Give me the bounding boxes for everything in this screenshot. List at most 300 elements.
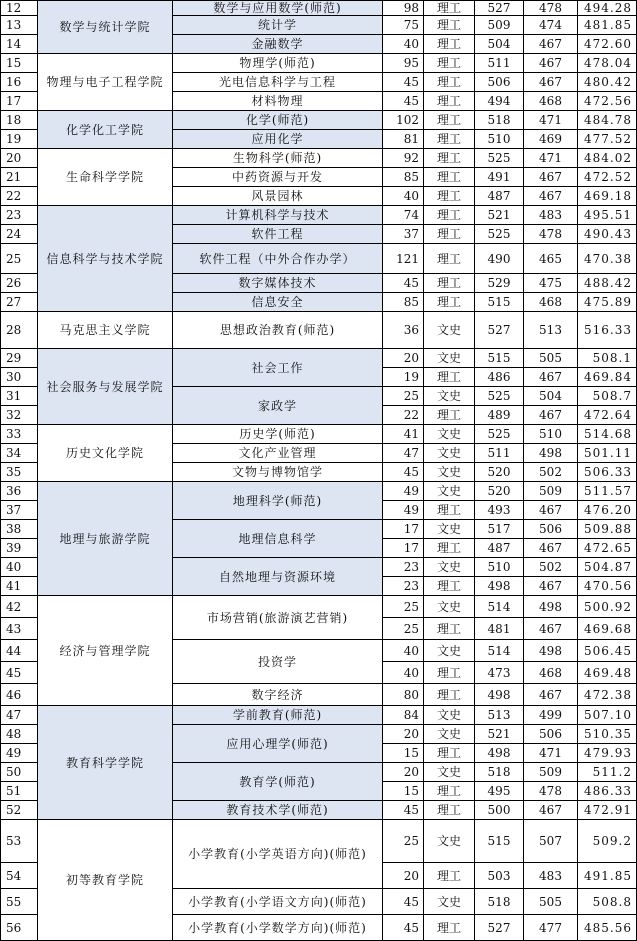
max-score-cell: 498 <box>475 744 524 763</box>
major-cell: 材料物理 <box>173 92 383 111</box>
plan-count-cell: 23 <box>383 558 424 577</box>
min-score-cell: 510 <box>524 425 578 444</box>
avg-score-cell: 508.8 <box>578 889 637 915</box>
row-index-cell: 35 <box>1 463 38 482</box>
min-score-cell: 505 <box>524 889 578 915</box>
row-index-cell: 38 <box>1 520 38 539</box>
avg-score-cell: 472.60 <box>578 35 637 54</box>
table-row <box>1 149 637 168</box>
row-index-cell: 21 <box>1 168 38 187</box>
min-score-cell: 498 <box>524 640 578 662</box>
table-row <box>1 206 637 225</box>
avg-score-cell: 470.56 <box>578 577 637 596</box>
max-score-cell: 510 <box>475 558 524 577</box>
min-score-cell: 498 <box>524 444 578 463</box>
row-index-cell: 36 <box>1 482 38 501</box>
table-row <box>1 596 637 618</box>
major-cell: 投资学 <box>173 640 383 684</box>
row-index-cell: 48 <box>1 725 38 744</box>
row-index-cell: 27 <box>1 293 38 312</box>
plan-count-cell: 37 <box>383 225 424 244</box>
subject-type-cell: 理工 <box>424 744 475 763</box>
min-score-cell: 506 <box>524 725 578 744</box>
major-cell: 物理学(师范) <box>173 54 383 73</box>
min-score-cell: 498 <box>524 596 578 618</box>
major-cell: 自然地理与资源环境 <box>173 558 383 596</box>
plan-count-cell: 25 <box>383 387 424 406</box>
college-cell: 地理与旅游学院 <box>38 482 173 596</box>
min-score-cell: 468 <box>524 293 578 312</box>
subject-type-cell: 文史 <box>424 482 475 501</box>
plan-count-cell: 15 <box>383 782 424 801</box>
min-score-cell: 471 <box>524 744 578 763</box>
subject-type-cell: 文史 <box>424 820 475 863</box>
plan-count-cell: 81 <box>383 130 424 149</box>
avg-score-cell: 472.65 <box>578 539 637 558</box>
row-index-cell: 33 <box>1 425 38 444</box>
plan-count-cell: 49 <box>383 482 424 501</box>
row-index-cell: 45 <box>1 662 38 684</box>
subject-type-cell: 理工 <box>424 577 475 596</box>
plan-count-cell: 98 <box>383 1 424 16</box>
avg-score-cell: 477.52 <box>578 130 637 149</box>
college-cell: 历史文化学院 <box>38 425 173 482</box>
plan-count-cell: 15 <box>383 744 424 763</box>
subject-type-cell: 理工 <box>424 1 475 16</box>
major-cell: 社会工作 <box>173 349 383 387</box>
major-cell: 信息安全 <box>173 293 383 312</box>
max-score-cell: 520 <box>475 482 524 501</box>
subject-type-cell: 理工 <box>424 35 475 54</box>
plan-count-cell: 45 <box>383 801 424 820</box>
subject-type-cell: 文史 <box>424 889 475 915</box>
max-score-cell: 491 <box>475 168 524 187</box>
plan-count-cell: 17 <box>383 520 424 539</box>
subject-type-cell: 理工 <box>424 244 475 274</box>
max-score-cell: 527 <box>475 1 524 16</box>
row-index-cell: 14 <box>1 35 38 54</box>
min-score-cell: 467 <box>524 73 578 92</box>
min-score-cell: 475 <box>524 274 578 293</box>
min-score-cell: 467 <box>524 501 578 520</box>
avg-score-cell: 490.43 <box>578 225 637 244</box>
min-score-cell: 507 <box>524 820 578 863</box>
avg-score-cell: 472.52 <box>578 168 637 187</box>
avg-score-cell: 472.91 <box>578 801 637 820</box>
max-score-cell: 525 <box>475 387 524 406</box>
max-score-cell: 527 <box>475 312 524 349</box>
subject-type-cell: 理工 <box>424 225 475 244</box>
major-cell: 数字经济 <box>173 684 383 706</box>
avg-score-cell: 488.42 <box>578 274 637 293</box>
min-score-cell: 468 <box>524 92 578 111</box>
max-score-cell: 494 <box>475 92 524 111</box>
max-score-cell: 513 <box>475 706 524 725</box>
subject-type-cell: 理工 <box>424 293 475 312</box>
major-cell: 应用心理学(师范) <box>173 725 383 763</box>
major-cell: 小学教育(小学数学方向)(师范) <box>173 915 383 941</box>
subject-type-cell: 理工 <box>424 684 475 706</box>
avg-score-cell: 481.85 <box>578 16 637 35</box>
max-score-cell: 518 <box>475 889 524 915</box>
max-score-cell: 487 <box>475 187 524 206</box>
subject-type-cell: 理工 <box>424 801 475 820</box>
avg-score-cell: 495.51 <box>578 206 637 225</box>
plan-count-cell: 92 <box>383 149 424 168</box>
major-cell: 小学教育(小学英语方向)(师范) <box>173 820 383 889</box>
subject-type-cell: 理工 <box>424 501 475 520</box>
major-cell: 金融数学 <box>173 35 383 54</box>
plan-count-cell: 102 <box>383 111 424 130</box>
plan-count-cell: 40 <box>383 662 424 684</box>
plan-count-cell: 20 <box>383 725 424 744</box>
subject-type-cell: 理工 <box>424 915 475 941</box>
row-index-cell: 28 <box>1 312 38 349</box>
max-score-cell: 521 <box>475 725 524 744</box>
plan-count-cell: 17 <box>383 539 424 558</box>
row-index-cell: 50 <box>1 763 38 782</box>
row-index-cell: 52 <box>1 801 38 820</box>
subject-type-cell: 文史 <box>424 640 475 662</box>
college-cell: 社会服务与发展学院 <box>38 349 173 425</box>
avg-score-cell: 472.56 <box>578 92 637 111</box>
plan-count-cell: 25 <box>383 618 424 640</box>
avg-score-cell: 470.38 <box>578 244 637 274</box>
min-score-cell: 483 <box>524 206 578 225</box>
plan-count-cell: 47 <box>383 444 424 463</box>
major-cell: 风景园林 <box>173 187 383 206</box>
min-score-cell: 478 <box>524 225 578 244</box>
min-score-cell: 505 <box>524 349 578 368</box>
row-index-cell: 55 <box>1 889 38 915</box>
max-score-cell: 520 <box>475 463 524 482</box>
subject-type-cell: 理工 <box>424 863 475 889</box>
avg-score-cell: 472.64 <box>578 406 637 425</box>
plan-count-cell: 80 <box>383 684 424 706</box>
min-score-cell: 467 <box>524 801 578 820</box>
avg-score-cell: 485.56 <box>578 915 637 941</box>
row-index-cell: 34 <box>1 444 38 463</box>
table-row <box>1 482 637 501</box>
college-cell: 数学与统计学院 <box>38 1 173 54</box>
min-score-cell: 467 <box>524 406 578 425</box>
min-score-cell: 509 <box>524 763 578 782</box>
avg-score-cell: 476.20 <box>578 501 637 520</box>
major-cell: 中药资源与开发 <box>173 168 383 187</box>
row-index-cell: 30 <box>1 368 38 387</box>
major-cell: 计算机科学与技术 <box>173 206 383 225</box>
max-score-cell: 511 <box>475 444 524 463</box>
plan-count-cell: 40 <box>383 35 424 54</box>
max-score-cell: 481 <box>475 618 524 640</box>
max-score-cell: 511 <box>475 54 524 73</box>
max-score-cell: 498 <box>475 684 524 706</box>
subject-type-cell: 理工 <box>424 662 475 684</box>
max-score-cell: 521 <box>475 206 524 225</box>
min-score-cell: 467 <box>524 539 578 558</box>
min-score-cell: 506 <box>524 520 578 539</box>
subject-type-cell: 理工 <box>424 16 475 35</box>
plan-count-cell: 84 <box>383 706 424 725</box>
major-cell: 应用化学 <box>173 130 383 149</box>
subject-type-cell: 文史 <box>424 763 475 782</box>
avg-score-cell: 491.85 <box>578 863 637 889</box>
college-cell: 信息科学与技术学院 <box>38 206 173 312</box>
row-index-cell: 24 <box>1 225 38 244</box>
min-score-cell: 467 <box>524 54 578 73</box>
min-score-cell: 478 <box>524 1 578 16</box>
row-index-cell: 17 <box>1 92 38 111</box>
subject-type-cell: 理工 <box>424 406 475 425</box>
table-row <box>1 312 637 349</box>
max-score-cell: 498 <box>475 577 524 596</box>
plan-count-cell: 40 <box>383 187 424 206</box>
plan-count-cell: 121 <box>383 244 424 274</box>
subject-type-cell: 文史 <box>424 387 475 406</box>
max-score-cell: 515 <box>475 349 524 368</box>
major-cell: 小学教育(小学语文方向)(师范) <box>173 889 383 915</box>
plan-count-cell: 41 <box>383 425 424 444</box>
row-index-cell: 29 <box>1 349 38 368</box>
plan-count-cell: 49 <box>383 501 424 520</box>
major-cell: 历史学(师范) <box>173 425 383 444</box>
plan-count-cell: 45 <box>383 274 424 293</box>
row-index-cell: 26 <box>1 274 38 293</box>
avg-score-cell: 508.1 <box>578 349 637 368</box>
plan-count-cell: 19 <box>383 368 424 387</box>
min-score-cell: 509 <box>524 482 578 501</box>
min-score-cell: 477 <box>524 915 578 941</box>
min-score-cell: 467 <box>524 618 578 640</box>
min-score-cell: 513 <box>524 312 578 349</box>
row-index-cell: 19 <box>1 130 38 149</box>
table-row <box>1 349 637 368</box>
min-score-cell: 467 <box>524 168 578 187</box>
max-score-cell: 510 <box>475 130 524 149</box>
max-score-cell: 500 <box>475 801 524 820</box>
max-score-cell: 503 <box>475 863 524 889</box>
plan-count-cell: 85 <box>383 168 424 187</box>
min-score-cell: 467 <box>524 577 578 596</box>
table-body <box>1 1 637 941</box>
subject-type-cell: 理工 <box>424 539 475 558</box>
plan-count-cell: 20 <box>383 349 424 368</box>
min-score-cell: 499 <box>524 706 578 725</box>
college-cell: 经济与管理学院 <box>38 596 173 706</box>
table-row <box>1 820 637 863</box>
subject-type-cell: 文史 <box>424 444 475 463</box>
row-index-cell: 18 <box>1 111 38 130</box>
row-index-cell: 39 <box>1 539 38 558</box>
max-score-cell: 489 <box>475 406 524 425</box>
min-score-cell: 471 <box>524 111 578 130</box>
min-score-cell: 478 <box>524 782 578 801</box>
max-score-cell: 518 <box>475 111 524 130</box>
row-index-cell: 23 <box>1 206 38 225</box>
avg-score-cell: 469.48 <box>578 662 637 684</box>
college-cell: 初等教育学院 <box>38 820 173 941</box>
min-score-cell: 504 <box>524 387 578 406</box>
max-score-cell: 525 <box>475 425 524 444</box>
row-index-cell: 40 <box>1 558 38 577</box>
major-cell: 家政学 <box>173 387 383 425</box>
subject-type-cell: 理工 <box>424 618 475 640</box>
max-score-cell: 527 <box>475 915 524 941</box>
avg-score-cell: 475.89 <box>578 293 637 312</box>
min-score-cell: 474 <box>524 16 578 35</box>
college-cell: 物理与电子工程学院 <box>38 54 173 111</box>
college-cell: 化学化工学院 <box>38 111 173 149</box>
max-score-cell: 487 <box>475 539 524 558</box>
subject-type-cell: 文史 <box>424 349 475 368</box>
avg-score-cell: 501.11 <box>578 444 637 463</box>
avg-score-cell: 479.93 <box>578 744 637 763</box>
plan-count-cell: 85 <box>383 293 424 312</box>
row-index-cell: 20 <box>1 149 38 168</box>
min-score-cell: 469 <box>524 130 578 149</box>
subject-type-cell: 理工 <box>424 92 475 111</box>
max-score-cell: 506 <box>475 73 524 92</box>
avg-score-cell: 469.84 <box>578 368 637 387</box>
plan-count-cell: 45 <box>383 463 424 482</box>
row-index-cell: 25 <box>1 244 38 274</box>
major-cell: 光电信息科学与工程 <box>173 73 383 92</box>
min-score-cell: 483 <box>524 863 578 889</box>
row-index-cell: 47 <box>1 706 38 725</box>
subject-type-cell: 文史 <box>424 596 475 618</box>
min-score-cell: 502 <box>524 558 578 577</box>
major-cell: 软件工程（中外合作办学） <box>173 244 383 274</box>
major-cell: 统计学 <box>173 16 383 35</box>
subject-type-cell: 理工 <box>424 187 475 206</box>
plan-count-cell: 45 <box>383 915 424 941</box>
subject-type-cell: 理工 <box>424 149 475 168</box>
avg-score-cell: 514.68 <box>578 425 637 444</box>
row-index-cell: 32 <box>1 406 38 425</box>
plan-count-cell: 74 <box>383 206 424 225</box>
max-score-cell: 495 <box>475 782 524 801</box>
row-index-cell: 16 <box>1 73 38 92</box>
subject-type-cell: 文史 <box>424 425 475 444</box>
min-score-cell: 471 <box>524 149 578 168</box>
avg-score-cell: 506.33 <box>578 463 637 482</box>
major-cell: 文物与博物馆学 <box>173 463 383 482</box>
college-cell: 教育科学学院 <box>38 706 173 820</box>
subject-type-cell: 理工 <box>424 782 475 801</box>
row-index-cell: 12 <box>1 1 38 16</box>
subject-type-cell: 理工 <box>424 206 475 225</box>
max-score-cell: 486 <box>475 368 524 387</box>
table-row <box>1 706 637 725</box>
row-index-cell: 44 <box>1 640 38 662</box>
row-index-cell: 53 <box>1 820 38 863</box>
avg-score-cell: 484.02 <box>578 149 637 168</box>
subject-type-cell: 理工 <box>424 368 475 387</box>
major-cell: 教育技术学(师范) <box>173 801 383 820</box>
plan-count-cell: 45 <box>383 889 424 915</box>
avg-score-cell: 508.7 <box>578 387 637 406</box>
subject-type-cell: 文史 <box>424 312 475 349</box>
row-index-cell: 54 <box>1 863 38 889</box>
major-cell: 学前教育(师范) <box>173 706 383 725</box>
plan-count-cell: 20 <box>383 763 424 782</box>
plan-count-cell: 25 <box>383 596 424 618</box>
plan-count-cell: 36 <box>383 312 424 349</box>
avg-score-cell: 509.88 <box>578 520 637 539</box>
max-score-cell: 514 <box>475 640 524 662</box>
max-score-cell: 525 <box>475 149 524 168</box>
subject-type-cell: 文史 <box>424 706 475 725</box>
subject-type-cell: 文史 <box>424 558 475 577</box>
avg-score-cell: 469.18 <box>578 187 637 206</box>
avg-score-cell: 510.35 <box>578 725 637 744</box>
row-index-cell: 42 <box>1 596 38 618</box>
major-cell: 教育学(师范) <box>173 763 383 801</box>
subject-type-cell: 理工 <box>424 73 475 92</box>
major-cell: 地理科学(师范) <box>173 482 383 520</box>
min-score-cell: 467 <box>524 35 578 54</box>
avg-score-cell: 469.68 <box>578 618 637 640</box>
plan-count-cell: 45 <box>383 92 424 111</box>
major-cell: 化学(师范) <box>173 111 383 130</box>
avg-score-cell: 484.78 <box>578 111 637 130</box>
max-score-cell: 504 <box>475 35 524 54</box>
row-index-cell: 41 <box>1 577 38 596</box>
row-index-cell: 51 <box>1 782 38 801</box>
plan-count-cell: 22 <box>383 406 424 425</box>
row-index-cell: 31 <box>1 387 38 406</box>
avg-score-cell: 511.2 <box>578 763 637 782</box>
row-index-cell: 13 <box>1 16 38 35</box>
max-score-cell: 490 <box>475 244 524 274</box>
plan-count-cell: 75 <box>383 16 424 35</box>
max-score-cell: 515 <box>475 820 524 863</box>
major-cell: 文化产业管理 <box>173 444 383 463</box>
college-cell: 生命科学学院 <box>38 149 173 206</box>
major-cell: 思想政治教育(师范) <box>173 312 383 349</box>
max-score-cell: 518 <box>475 763 524 782</box>
row-index-cell: 46 <box>1 684 38 706</box>
max-score-cell: 509 <box>475 16 524 35</box>
college-cell: 马克思主义学院 <box>38 312 173 349</box>
max-score-cell: 473 <box>475 662 524 684</box>
subject-type-cell: 文史 <box>424 463 475 482</box>
avg-score-cell: 511.57 <box>578 482 637 501</box>
row-index-cell: 15 <box>1 54 38 73</box>
max-score-cell: 529 <box>475 274 524 293</box>
avg-score-cell: 507.10 <box>578 706 637 725</box>
avg-score-cell: 504.87 <box>578 558 637 577</box>
major-cell: 软件工程 <box>173 225 383 244</box>
avg-score-cell: 506.45 <box>578 640 637 662</box>
plan-count-cell: 23 <box>383 577 424 596</box>
plan-count-cell: 25 <box>383 820 424 863</box>
subject-type-cell: 理工 <box>424 168 475 187</box>
subject-type-cell: 理工 <box>424 274 475 293</box>
max-score-cell: 514 <box>475 596 524 618</box>
max-score-cell: 525 <box>475 225 524 244</box>
avg-score-cell: 486.33 <box>578 782 637 801</box>
plan-count-cell: 45 <box>383 73 424 92</box>
min-score-cell: 502 <box>524 463 578 482</box>
avg-score-cell: 500.92 <box>578 596 637 618</box>
row-index-cell: 22 <box>1 187 38 206</box>
plan-count-cell: 40 <box>383 640 424 662</box>
table-row <box>1 1 637 16</box>
max-score-cell: 515 <box>475 293 524 312</box>
avg-score-cell: 472.38 <box>578 684 637 706</box>
min-score-cell: 465 <box>524 244 578 274</box>
